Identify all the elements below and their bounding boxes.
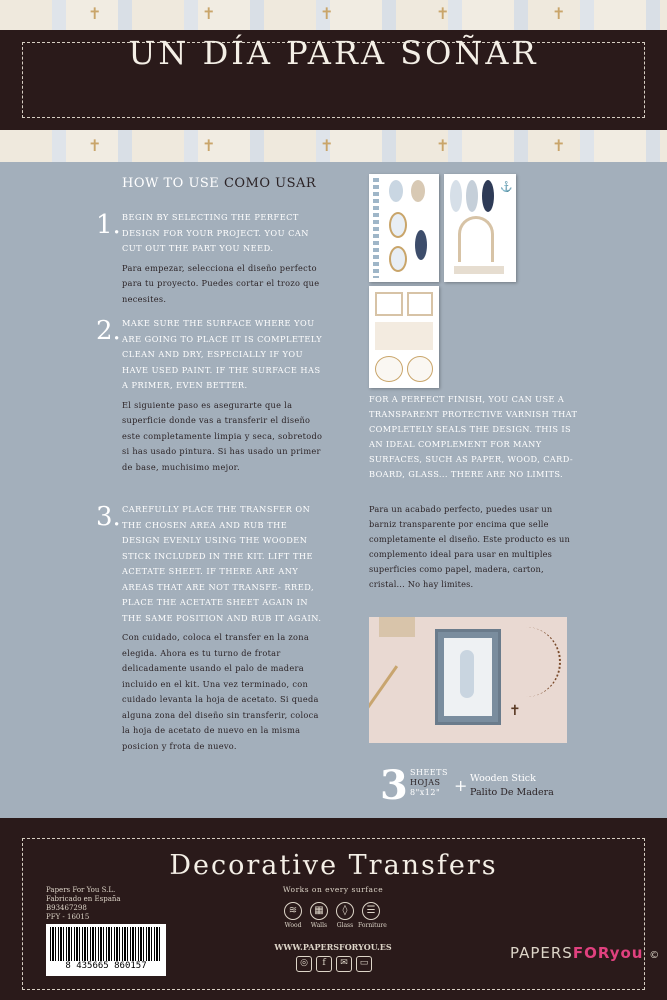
framed-product-photo [369, 617, 567, 743]
stick-label [470, 772, 554, 800]
company-name: Papers For You S.L. [46, 886, 116, 894]
arch-image [458, 216, 494, 262]
step-text-en: BEGIN BY SELECTING THE PERFECT DESIGN FOR YOUR PROJECT. YOU CAN CUT OUT THE PART YOU NEED. [122, 212, 309, 253]
surface-label: Walls [310, 922, 328, 929]
brick-wall-icon: ▦ [310, 902, 328, 920]
sheets-label [410, 768, 448, 798]
works-on-surface-label: Works on every surface [282, 885, 384, 894]
transfer-sheet-thumbnail [369, 286, 439, 388]
cross-icon: ✝ [88, 4, 102, 23]
wheat-image [369, 665, 445, 743]
transfer-sheet-thumbnail [369, 174, 439, 282]
varnish-tip-es: Para un acabado perfecto, puedes usar un barniz transparente por encima que selle completamente el diseño. Este producto es un complemento ideal para usar en multiples superficies como papel, madera, carton, cristal... No hay limites. [369, 504, 570, 589]
product-title: Decorative Transfers [169, 850, 498, 881]
facebook-icon[interactable]: f [316, 956, 332, 972]
figure-image [460, 650, 474, 698]
step-text-es: Para empezar, selecciona el diseño perfecto para tu proyecto. Puedes cortar el trozo que necesites. [122, 262, 320, 304]
barcode-bars [50, 927, 162, 961]
cross-icon: ✝ [552, 4, 566, 23]
step-text-es: Con cuidado, coloca el transfer en la zona elegida. Ahora es tu turno de frotar delicadamente usando el palo de madera incluido en el kit. Una vez terminado, con cuidado levanta la hoja de acetato. Si queda alguna zona del diseño sin transferir, coloca la hoja de acetato de nuevo en la misma posicion y frota de nuevo. [122, 632, 319, 751]
stick-es: Palito De Madera [470, 787, 554, 798]
step-number: 3. [96, 502, 121, 532]
surface-wood [280, 902, 306, 929]
logo-text: PAPERS [510, 944, 573, 962]
copyright-symbol: © [649, 950, 661, 961]
email-icon[interactable]: ✉ [336, 956, 352, 972]
furniture-icon: ☰ [362, 902, 380, 920]
step-text-es: El siguiente paso es asegurarte que la superficie donde vas a transferir el diseño este completamente limpia y seca, sobretodo si has usado pintura. Si has usado un primer de base, muchisimo mejor. [122, 399, 323, 472]
made-in: Fabricado en España [46, 895, 121, 903]
decorative-strip-top [0, 0, 667, 30]
step-number: 2. [96, 316, 121, 346]
figure-image [389, 180, 403, 202]
surface-label: Forniture [358, 922, 387, 929]
surface-label: Wood [284, 922, 302, 929]
surface-walls [306, 902, 332, 929]
sheets-en: SHEETS [410, 768, 448, 777]
cross-icon: ✝ [88, 136, 102, 155]
sheet-count: 3 [380, 762, 408, 809]
cross-icon: ✝ [320, 136, 334, 155]
how-to-heading [122, 176, 316, 191]
figure-image [466, 180, 478, 212]
oval-label-image [407, 356, 433, 382]
box-image [379, 617, 415, 637]
cross-icon: ✝ [436, 136, 450, 155]
frame-image [375, 292, 403, 316]
logo-accent: FORyou [572, 944, 644, 962]
anchor-icon: ⚓ [500, 182, 513, 193]
wood-icon: ≋ [284, 902, 302, 920]
cross-icon: ✝ [320, 4, 334, 23]
cross-icon: ✝ [509, 703, 521, 719]
cross-icon: ✝ [436, 4, 450, 23]
step-1 [96, 210, 328, 307]
plus-sign: + [454, 776, 468, 795]
picture-frame-image [435, 629, 501, 725]
surface-glass [332, 902, 358, 929]
scene-image [375, 322, 433, 350]
brand-logo [510, 944, 660, 962]
step-text-en: MAKE SURE THE SURFACE WHERE YOU ARE GOING TO PLACE IT IS COMPLETELY CLEAN AND DRY, ESPECIALLY IF YOU HAVE USED PAINT. IF THE SURFACE HAS A PRIMER, EVEN BETTER. [122, 318, 323, 390]
tax-id: B93467298 [46, 904, 87, 912]
oval-frame-image [389, 212, 407, 238]
instructions-panel [0, 162, 667, 818]
decorative-strip-middle [0, 130, 667, 162]
figure-image [411, 180, 425, 202]
step-number: 1. [96, 210, 121, 240]
shop-icon[interactable]: ▭ [356, 956, 372, 972]
framed-print-image [444, 638, 492, 716]
instagram-icon[interactable]: ◎ [296, 956, 312, 972]
transfer-sheet-thumbnail [444, 174, 516, 282]
sheets-es: HOJAS [410, 778, 441, 787]
step-2 [96, 316, 328, 475]
website-link[interactable]: WWW.PAPERSFORYOU.ES [274, 942, 392, 952]
barcode [46, 924, 166, 976]
step-3 [96, 502, 328, 754]
product-code: PFY - 16015 [46, 913, 90, 921]
oval-label-image [375, 356, 403, 382]
barcode-number: 8 435665 860157 [65, 961, 147, 971]
rosary-image [517, 627, 561, 697]
how-to-en: HOW TO USE [122, 176, 220, 191]
sheet-size: 8"x12" [410, 788, 441, 797]
varnish-tip-en: FOR A PERFECT FINISH, YOU CAN USE A TRANSPARENT PROTECTIVE VARNISH THAT COMPLETELY SEALS THE DESIGN. THIS IS AN IDEAL COMPLEMENT FOR MANY SURFACES, SUCH AS PAPER, WOOD, CARD- BOARD, GLASS... THERE ARE NO LIMITS. [369, 394, 578, 479]
ribbon-border-image [373, 178, 379, 278]
book-image [454, 266, 504, 274]
page-title: UN DÍA PARA SOÑAR [128, 34, 539, 72]
figure-image [415, 230, 427, 260]
figure-image [482, 180, 494, 212]
surface-label: Glass [336, 922, 354, 929]
figure-image [450, 180, 462, 212]
surface-forniture [358, 902, 387, 929]
cross-icon: ✝ [552, 136, 566, 155]
footer-band [0, 818, 667, 1000]
company-info [46, 886, 121, 922]
step-text-en: CAREFULLY PLACE THE TRANSFER ON THE CHOSEN AREA AND RUB THE DESIGN EVENLY USING THE WOODEN STICK INCLUDED IN THE KIT. LIFT THE ACETATE SHEET. IF THERE ARE ANY AREAS THAT ARE NOT TRANSFE- RRED, PLACE THE ACETATE SHEET AGAIN IN THE SAME POSITION AND RUB IT AGAIN. [122, 504, 322, 623]
glass-icon: ◊ [336, 902, 354, 920]
oval-frame-image [389, 246, 407, 272]
how-to-es: COMO USAR [223, 176, 317, 191]
cross-icon: ✝ [202, 136, 216, 155]
cross-icon: ✝ [202, 4, 216, 23]
frame-image [407, 292, 433, 316]
stick-en: Wooden Stick [470, 773, 536, 784]
